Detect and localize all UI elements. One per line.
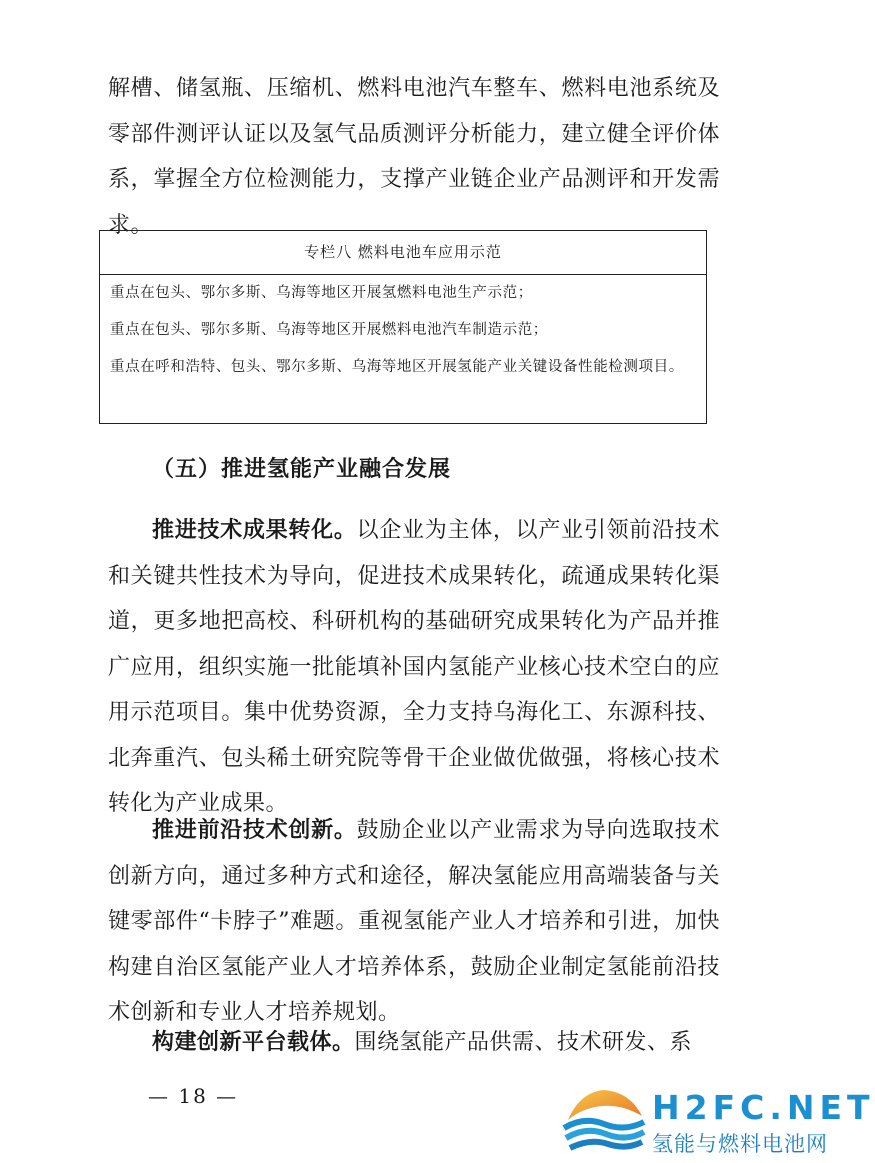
paragraph-lead: 构建创新平台载体。	[152, 1029, 355, 1055]
paragraph-lead: 推进前沿技术创新。	[152, 817, 357, 843]
intro-paragraph: 解槽、储氢瓶、压缩机、燃料电池汽车整车、燃料电池系统及零部件测评认证以及氢气品质测评分析能力，建立健全评价体系，掌握全方位检测能力，支撑产业链企业产品测评和开发需求。	[108, 76, 720, 238]
column-box-body	[100, 275, 706, 385]
column-box-item: 重点在包头、鄂尔多斯、乌海等地区开展氢燃料电池生产示范；	[110, 285, 533, 301]
paragraph-lead: 推进技术成果转化。	[152, 517, 357, 543]
watermark-name: 氢能与燃料电池网	[652, 1132, 828, 1156]
column-box-title: 专栏八 燃料电池车应用示范	[100, 231, 706, 275]
watermark-site: H2FC.NET	[652, 1088, 875, 1127]
paragraph-body: 围绕氢能产品供需、技术研发、系	[354, 1030, 693, 1055]
watermark-logo	[560, 1086, 875, 1158]
column-box-item: 重点在包头、鄂尔多斯、乌海等地区开展燃料电池汽车制造示范；	[110, 321, 548, 338]
column-box-item: 重点在呼和浩特、包头、鄂尔多斯、乌海等地区开展氢能产业关键设备性能检测项目。	[110, 358, 684, 375]
column-box	[99, 230, 707, 424]
paragraph-body: 鼓励企业以产业需求为导向选取技术创新方向，通过多种方式和途径，解决氢能应用高端装备与关键零部件“卡脖子”难题。重视氢能产业人才培养和引进，加快构建自治区氢能产业人才培养体系，鼓励企业制定氢能前沿技术创新和专业人才培养规划。	[108, 818, 720, 1025]
page-number: — 18 —	[148, 1084, 239, 1108]
paragraph-body: 以企业为主体，以产业引领前沿技术和关键共性技术为导向，促进技术成果转化，疏通成果转化渠道，更多地把高校、科研机构的基础研究成果转化为产品并推广应用，组织实施一批能填补国内氢能产业核心技术空白的应用示范项目。集中优势资源，全力支持乌海化工、东源科技、北奔重汽、包头稀土研究院等骨干企业做优做强，将核心技术转化为产业成果。	[108, 518, 720, 816]
droplet-wave-icon	[560, 1086, 648, 1158]
section-heading: （五）推进氢能产业融合发展	[152, 456, 452, 482]
paragraph-innovation-platform	[108, 1020, 720, 1066]
paragraph-frontier-innovation	[108, 808, 720, 1036]
paragraph-tech-transfer	[108, 508, 720, 827]
